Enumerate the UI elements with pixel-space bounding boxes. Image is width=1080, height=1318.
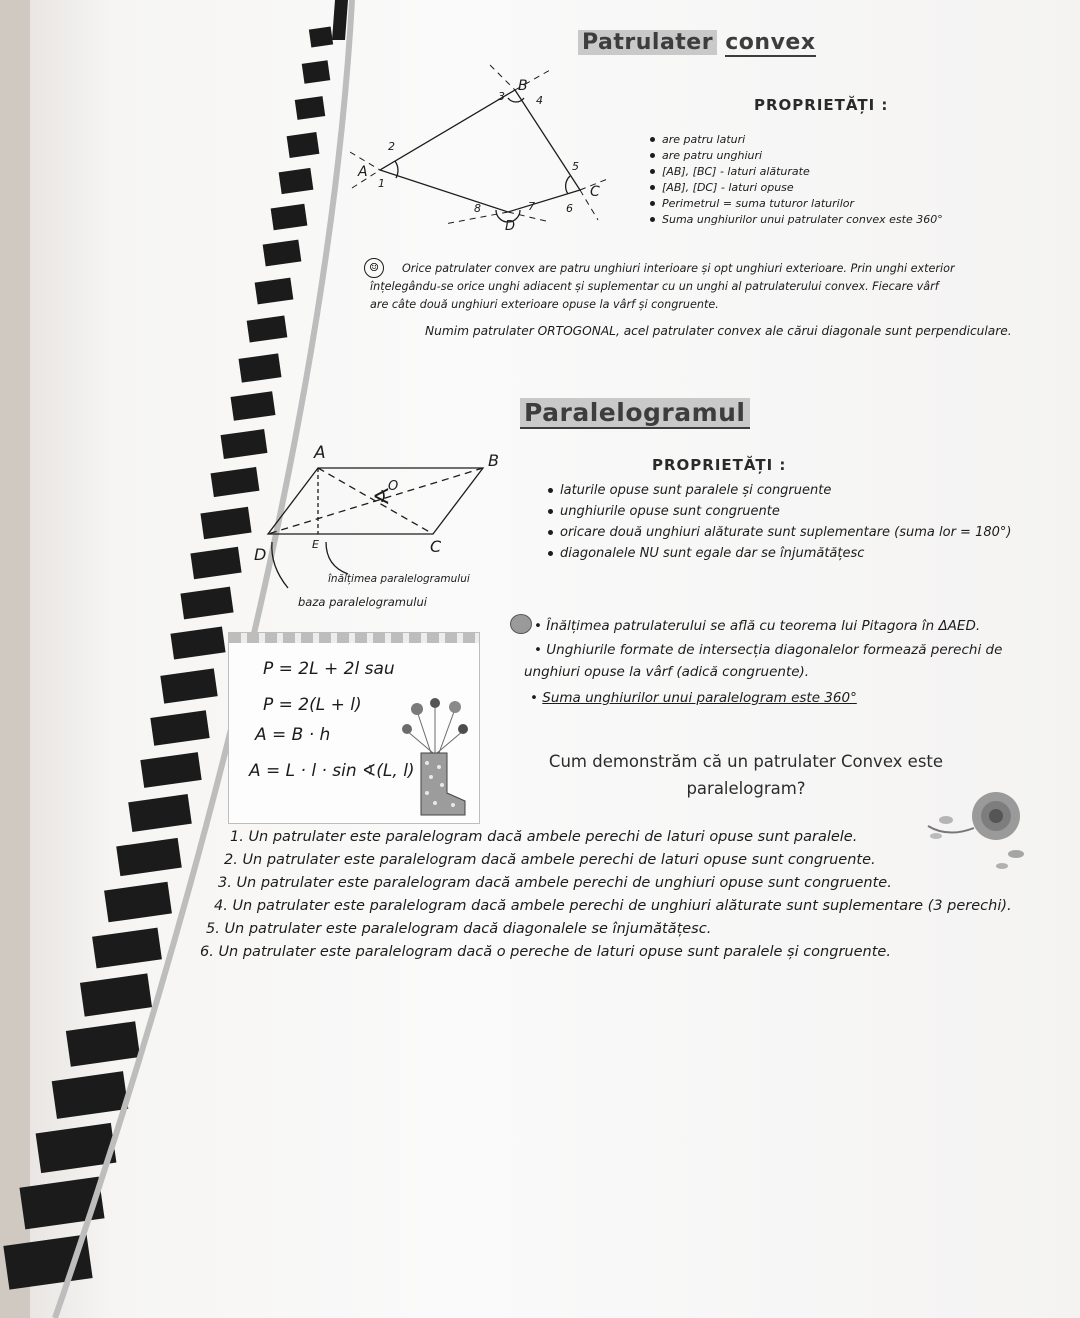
list-item: laturile opuse sunt paralele și congruente xyxy=(548,480,1011,501)
parallelogram-note-4: • Suma unghiurilor unui paralelogram este 360° xyxy=(530,690,857,706)
fig2-height-label: înălțimea paralelogramului xyxy=(328,573,470,585)
list-item: are patru unghiuri xyxy=(650,148,943,164)
fig1-label-b: B xyxy=(518,78,528,94)
section-title-paralelogram: Paralelogramul xyxy=(520,398,750,427)
smiley-icon: ☺ xyxy=(364,258,384,278)
list-item: 5. Un patrulater este paralelogram dacă diagonalele se înjumătățesc. xyxy=(206,921,712,937)
card-decorative-strip xyxy=(229,633,479,643)
list-item: Suma unghiurilor unui patrulater convex este 360° xyxy=(650,212,943,228)
convex-note-line-1: Orice patrulater convex are patru unghiuri interioare și opt unghiuri exterioare. Prin unghi exterior xyxy=(402,262,955,275)
formula-area-2: A = L · l · sin ∢(L, l) xyxy=(249,761,415,781)
list-item: are patru laturi xyxy=(650,132,943,148)
fig1-num-2: 2 xyxy=(388,140,395,153)
fig2-label-a: A xyxy=(314,443,326,463)
section-title-convex: Patrulater convex xyxy=(578,30,816,55)
list-item: 4. Un patrulater este paralelogram dacă ambele perechi de unghiuri alăturate sunt suplementare (3 perechi). xyxy=(214,898,1012,914)
fig1-num-7: 7 xyxy=(528,200,535,213)
fig2-label-e: E xyxy=(312,538,319,551)
parallelogram-note-3: unghiuri opuse la vârf (adică congruente). xyxy=(524,664,810,680)
formula-perimeter-2: P = 2(L + l) xyxy=(263,695,362,715)
parallelogram-figure xyxy=(248,436,528,616)
formula-area-1: A = B · h xyxy=(255,725,331,745)
fig2-label-b: B xyxy=(488,451,499,470)
fig1-num-6: 6 xyxy=(566,202,573,215)
fig1-label-d: D xyxy=(505,219,516,234)
flower-boot-icon xyxy=(397,697,473,821)
parallelogram-note-2: • Unghiurile formate de intersecția diagonalelor formează perechi de xyxy=(534,642,1003,658)
proof-list xyxy=(200,826,1012,964)
formula-perimeter-1: P = 2L + 2l sau xyxy=(263,659,395,679)
parallelogram-note-1: • Înălțimea patrulaterului se află cu teorema lui Pitagora în ΔAED. xyxy=(534,618,981,634)
fig1-num-1: 1 xyxy=(378,177,385,190)
convex-note-line-3: are câte două unghiuri exterioare opuse la vârf și congruente. xyxy=(370,298,719,311)
convex-properties-list xyxy=(650,132,943,228)
convex-note-line-4: Numim patrulater ORTOGONAL, acel patrulater convex ale cărui diagonale sunt perpendiculare. xyxy=(425,324,1012,338)
fig1-num-8: 8 xyxy=(474,202,481,215)
fig1-num-5: 5 xyxy=(572,160,579,173)
fig1-label-c: C xyxy=(590,184,600,200)
list-item: 3. Un patrulater este paralelogram dacă ambele perechi de unghiuri opuse sunt congruente. xyxy=(218,875,892,891)
list-item: 1. Un patrulater este paralelogram dacă ambele perechi de laturi opuse sunt paralele. xyxy=(230,829,858,845)
formula-card xyxy=(228,632,480,824)
fig2-label-o: O xyxy=(388,479,399,494)
parallelogram-properties-heading: PROPRIETĂȚI : xyxy=(652,456,787,474)
convex-note-line-2: înțelegându-se orice unghi adiacent și suplementar cu un unghi al patrulaterului convex. Fiecare vârf xyxy=(370,280,939,293)
list-item: [AB], [DC] - laturi opuse xyxy=(650,180,943,196)
convex-quadrilateral-figure xyxy=(340,60,620,240)
list-item: oricare două unghiuri alăturate sunt suplementare (suma lor = 180°) xyxy=(548,522,1011,543)
fig2-label-c: C xyxy=(430,537,442,556)
fig2-base-label: baza paralelogramului xyxy=(298,595,427,609)
list-item: 2. Un patrulater este paralelogram dacă ambele perechi de laturi opuse sunt congruente. xyxy=(224,852,876,868)
list-item: [AB], [BC] - laturi alăturate xyxy=(650,164,943,180)
list-item: unghiurile opuse sunt congruente xyxy=(548,501,1011,522)
convex-properties-heading: PROPRIETĂȚI : xyxy=(754,96,889,114)
list-item: diagonalele NU sunt egale dar se înjumătățesc xyxy=(548,543,1011,564)
fig1-num-3: 3 xyxy=(498,90,505,103)
pumpkin-icon xyxy=(510,614,532,634)
parallelogram-properties-list xyxy=(548,480,1011,564)
angle-symbol-icon: ∢ xyxy=(372,485,391,510)
fig1-label-a: A xyxy=(358,164,368,180)
fig2-label-d: D xyxy=(254,545,267,564)
list-item: Perimetrul = suma tuturor laturilor xyxy=(650,196,943,212)
fig1-num-4: 4 xyxy=(536,94,543,107)
list-item: 6. Un patrulater este paralelogram dacă o pereche de laturi opuse sunt paralele și congruente. xyxy=(200,944,891,960)
proof-question: Cum demonstrăm că un patrulater Convex este paralelogram? xyxy=(548,752,944,798)
